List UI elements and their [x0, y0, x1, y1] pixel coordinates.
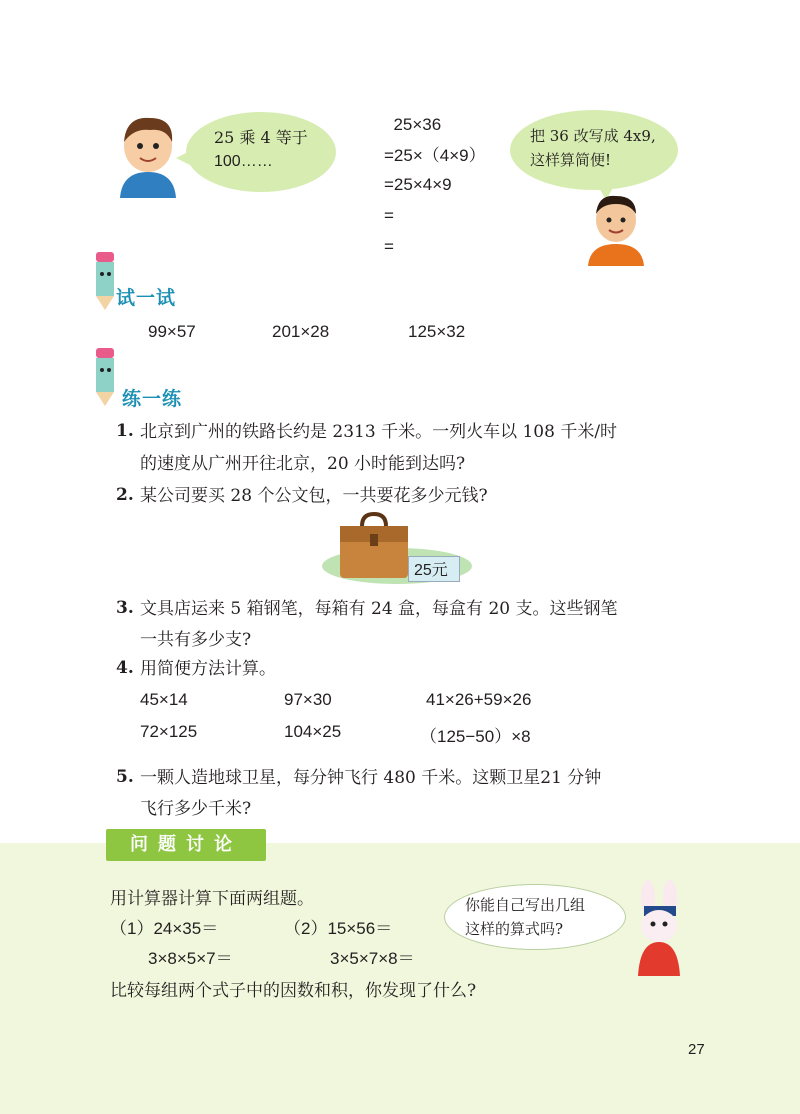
group1-line2: 3×8×5×7＝	[148, 949, 233, 968]
q2-line1: 某公司要买 28 个公文包，一共要花多少元钱?	[140, 486, 488, 506]
equation-line-3: =25×4×9	[384, 175, 452, 194]
speech-bubble-rabbit	[444, 884, 626, 950]
q1-number: 1.	[116, 421, 134, 441]
bubble-left-tail	[176, 150, 192, 166]
q3-number: 3.	[116, 598, 134, 618]
q4-expr-4: 72×125	[140, 722, 198, 741]
equation-line-5: =	[384, 237, 394, 256]
bubble-right-line1: 把 36 改写成 4x9,	[530, 127, 656, 145]
bubble-left-line1: 25 乘 4 等于	[214, 128, 308, 147]
q5-number: 5.	[116, 767, 134, 787]
rabbit-bubble-line1: 你能自己写出几组	[465, 896, 586, 914]
discussion-title: 问题讨论	[106, 829, 266, 861]
q2-number: 2.	[116, 485, 134, 505]
q3-line2: 一共有多少支?	[140, 630, 252, 650]
practice-title: 练一练	[122, 388, 183, 410]
q4-expr-5: 104×25	[284, 722, 342, 741]
bubble-right-line2: 这样算简便!	[530, 151, 612, 169]
q1-line1: 北京到广州的铁路长约是 2313 千米。一列火车以 108 千米/时	[140, 422, 618, 442]
speech-bubble-left	[186, 112, 336, 192]
pencil-mascot-icon	[88, 346, 122, 408]
q4-expr-6: （125−50）×8	[420, 727, 531, 746]
group1-line1: （1）24×35＝	[110, 919, 219, 938]
speech-bubble-right	[510, 110, 678, 190]
equation-line-1: 25×36	[384, 115, 442, 134]
bubble-left-line2: 100……	[214, 153, 273, 170]
page-number: 27	[688, 1041, 705, 1058]
discussion-intro: 用计算器计算下面两组题。	[110, 889, 314, 909]
try-item-1: 99×57	[148, 322, 196, 341]
q3-line1: 文具店运来 5 箱钢笔，每箱有 24 盒，每盒有 20 支。这些钢笔	[140, 599, 618, 619]
briefcase-icon	[336, 512, 412, 580]
price-tag-label: 25元	[414, 562, 448, 579]
q4-expr-3: 41×26+59×26	[426, 690, 532, 709]
equation-line-2: =25×（4×9）	[384, 146, 486, 165]
q4-expr-2: 97×30	[284, 690, 332, 709]
q4-expr-1: 45×14	[140, 690, 188, 709]
group2-line1: （2）15×56＝	[284, 919, 393, 938]
q5-line2: 飞行多少千米?	[140, 799, 252, 819]
rabbit-mascot-illustration	[624, 880, 694, 976]
q4-line1: 用简便方法计算。	[140, 659, 276, 679]
try-item-2: 201×28	[272, 322, 330, 341]
rabbit-bubble-line2: 这样的算式吗?	[465, 920, 564, 938]
q5-line1: 一颗人造地球卫星，每分钟飞行 480 千米。这颗卫星21 分钟	[140, 768, 602, 788]
group2-line2: 3×5×7×8＝	[330, 949, 415, 968]
equation-line-4: =	[384, 206, 394, 225]
discussion-question: 比较每组两个式子中的因数和积，你发现了什么?	[110, 981, 477, 1001]
q4-number: 4.	[116, 658, 134, 678]
boy-right-illustration	[580, 188, 654, 266]
q1-line2: 的速度从广州开往北京，20 小时能到达吗?	[140, 454, 466, 474]
try-item-3: 125×32	[408, 322, 466, 341]
try-it-title: 试一试	[116, 287, 177, 309]
